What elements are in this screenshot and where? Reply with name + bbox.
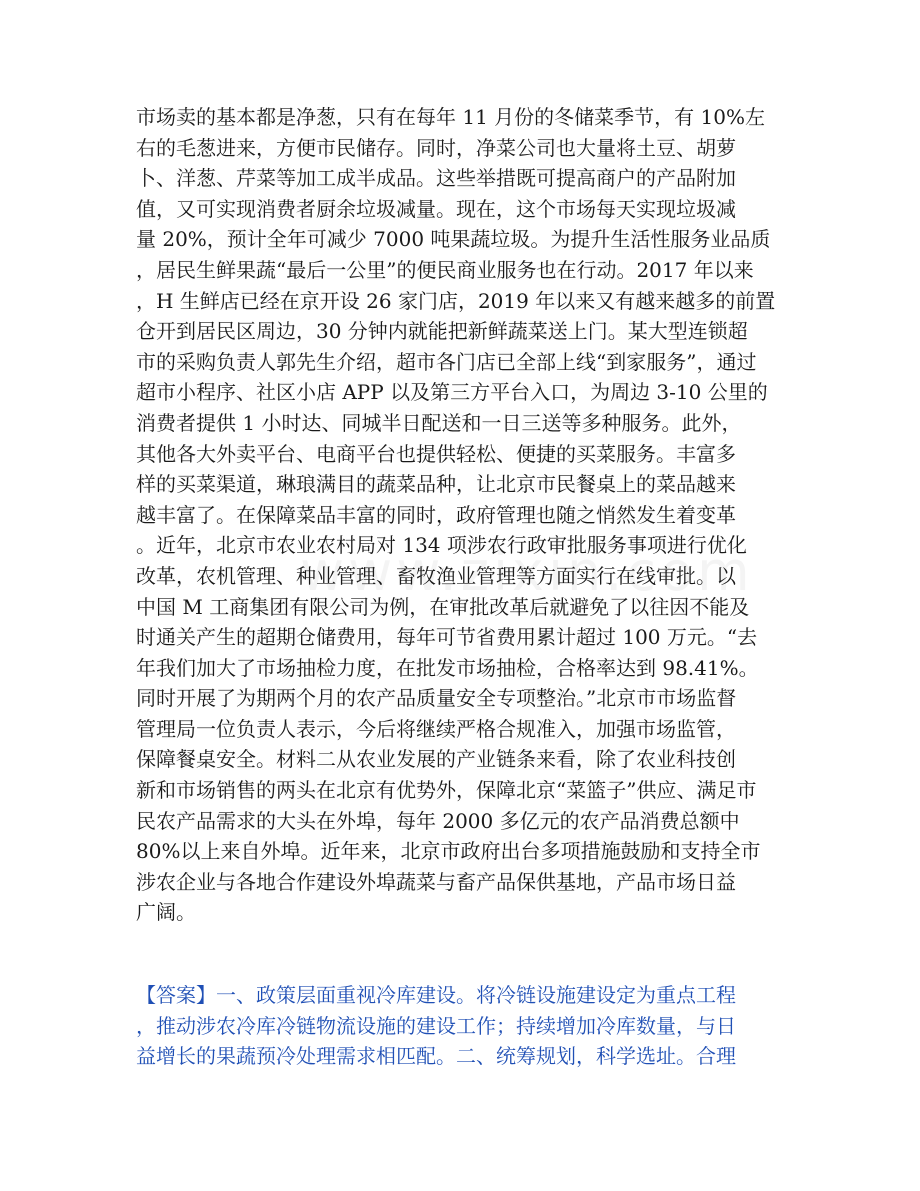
body-line: 民农产品需求的大头在外埠，每年 2000 多亿元的农产品消费总额中 [136,808,740,833]
body-line: 量 20%，预计全年可减少 7000 吨果蔬垃圾。为提升生活性服务业品质 [136,227,771,252]
body-line: 其他各大外卖平台、电商平台也提供轻松、便捷的买菜服务。丰富多 [136,441,736,466]
body-line: 中国 M 工商集团有限公司为例，在审批改革后就避免了以往因不能及 [136,594,750,619]
body-paragraph [136,102,788,928]
answer-line: 【答案】一、政策层面重视冷库建设。将冷链设施建设定为重点工程 [136,983,736,1007]
body-line: ，H 生鲜店已经在京开设 26 家门店，2019 年以来又有越来越多的前置 [136,288,776,313]
body-line: 卜、洋葱、芹菜等加工成半成品。这些举措既可提高商户的产品附加 [136,166,736,191]
body-line: 右的毛葱进来，方便市民储存。同时，净菜公司也大量将土豆、胡萝 [136,135,736,160]
body-line: 涉农企业与各地合作建设外埠蔬菜与畜产品保供基地，产品市场日益 [136,869,736,894]
answer-line: ，推动涉农冷库冷链物流设施的建设工作；持续增加冷库数量，与日 [136,1013,736,1038]
body-line: 仓开到居民区周边，30 分钟内就能把新鲜蔬菜送上门。某大型连锁超 [136,319,748,344]
body-line: 超市小程序、社区小店 APP 以及第三方平台入口，为周边 3-10 公里的 [136,380,768,405]
body-line: ，居民生鲜果蔬“最后一公里”的便民商业服务也在行动。2017 年以来 [136,257,754,282]
body-line: 。近年，北京市农业农村局对 134 项涉农行政审批服务事项进行优化 [136,533,747,558]
body-line: 改革，农机管理、种业管理、畜牧渔业管理等方面实行在线审批。以 [136,563,736,588]
body-line: 保障餐桌安全。材料二从农业发展的产业链条来看，除了农业科技创 [136,747,736,772]
body-line: 80%以上来自外埠。近年来，北京市政府出台多项措施鼓励和支持全市 [136,839,761,864]
body-line: 年我们加大了市场抽检力度，在批发市场抽检，合格率达到 98.41%。 [136,655,759,680]
body-line: 管理局一位负责人表示，今后将继续严格合规准入，加强市场监管， [136,716,736,741]
body-line: 市场卖的基本都是净葱，只有在每年 11 月份的冬储菜季节，有 10%左 [136,105,765,129]
body-line: 消费者提供 1 小时达、同城半日配送和一日三送等多种服务。此外， [136,410,742,435]
body-line: 广阔。 [136,900,196,925]
body-line: 样的买菜渠道，琳琅满目的蔬菜品种，让北京市民餐桌上的菜品越来 [136,472,736,497]
body-line: 越丰富了。在保障菜品丰富的同时，政府管理也随之悄然发生着变革 [136,502,736,527]
body-line: 值，又可实现消费者厨余垃圾减量。现在，这个市场每天实现垃圾减 [136,196,736,221]
answer-line: 益增长的果蔬预冷处理需求相匹配。二、统筹规划，科学选址。合理 [136,1044,736,1069]
body-line: 市的采购负责人郭先生介绍，超市各门店已全部上线“到家服务”，通过 [136,349,757,374]
answer-paragraph [136,980,788,1072]
body-line: 时通关产生的超期仓储费用，每年可节省费用累计超过 100 万元。“去 [136,625,758,650]
body-line: 新和市场销售的两头在北京有优势外，保障北京“菜篮子”供应、满足市 [136,778,757,803]
body-line: 同时开展了为期两个月的农产品质量安全专项整治。”北京市市场监督 [136,686,737,711]
